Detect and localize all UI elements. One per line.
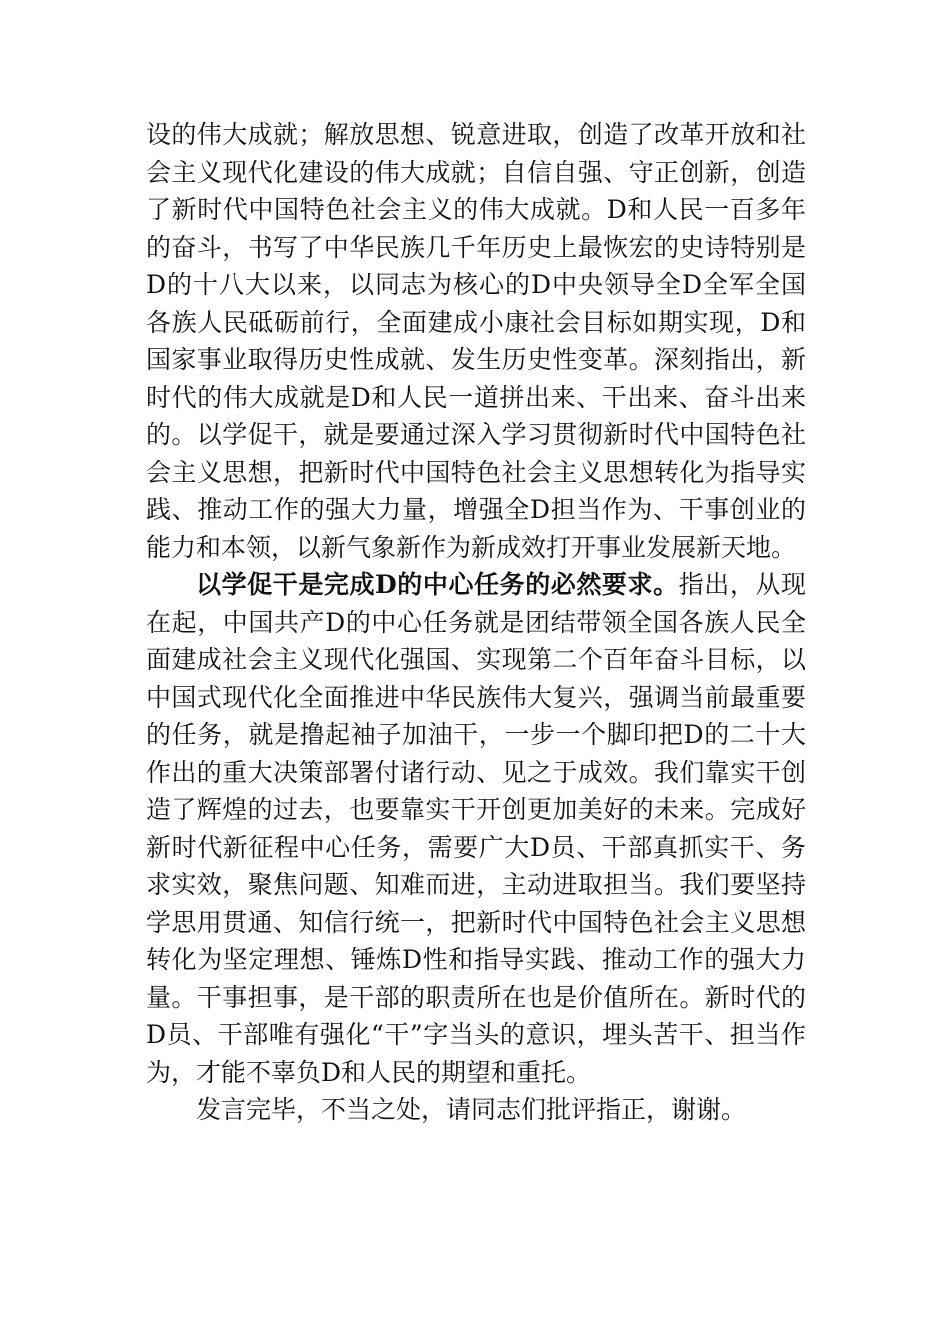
paragraph-text: 设的伟大成就；解放思想、锐意进取，创造了改革开放和社会主义现代化建设的伟大成就；自信自强、守正创新，创造了新时代中国特色社会主义的伟大成就。D和人民一百多年的奋斗，书写了中华民族几千年历史上最恢宏的史诗特别是D的十八大以来，以同志为核心的D中央领导全D全军全国各族人民砥砺前行，全面建成小康社会目标如期实现，D和国家事业取得历史性成就、发生历史性变革。深刻指出，新时代的伟大成就是D和人民一道拼出来、干出来、奋斗出来的。以学促干，就是要通过深入学习贯彻新时代中国特色社会主义思想，把新时代中国特色社会主义思想转化为指导实践、推动工作的强大力量，增强全D担当作为、干事创业的能力和本领，以新气象新作为新成效打开事业发展新天地。 (146, 120, 806, 562)
paragraph-closing (146, 1091, 806, 1129)
paragraph-central-task (146, 566, 806, 1091)
paragraph-text: 发言完毕，不当之处，请同志们批评指正，谢谢。 (196, 1095, 747, 1124)
paragraph-text: 指出，从现在起，中国共产D的中心任务就是团结带领全国各族人民全面建成社会主义现代化强国、实现第二个百年奋斗目标，以中国式现代化全面推进中华民族伟大复兴，强调当前最重要的任务，就是撸起袖子加油干，一步一个脚印把D的二十大作出的重大决策部署付诸行动、见之于成效。我们靠实干创造了辉煌的过去，也要靠实干开创更加美好的未来。完成好新时代新征程中心任务，需要广大D员、干部真抓实干、务求实效，聚焦问题、知难而进，主动进取担当。我们要坚持学思用贯通、知信行统一，把新时代中国特色社会主义思想转化为坚定理想、锤炼D性和指导实践、推动工作的强大力量。干事担事，是干部的职责所在也是价值所在。新时代的D员、干部唯有强化“干”字当头的意识，埋头苦干、担当作为，才能不辜负D和人民的期望和重托。 (146, 570, 806, 1087)
paragraph-lead-heading: 以学促干是完成D的中心任务的必然要求。 (196, 570, 679, 599)
paragraph-continuation (146, 116, 806, 566)
document-body (146, 116, 806, 1129)
